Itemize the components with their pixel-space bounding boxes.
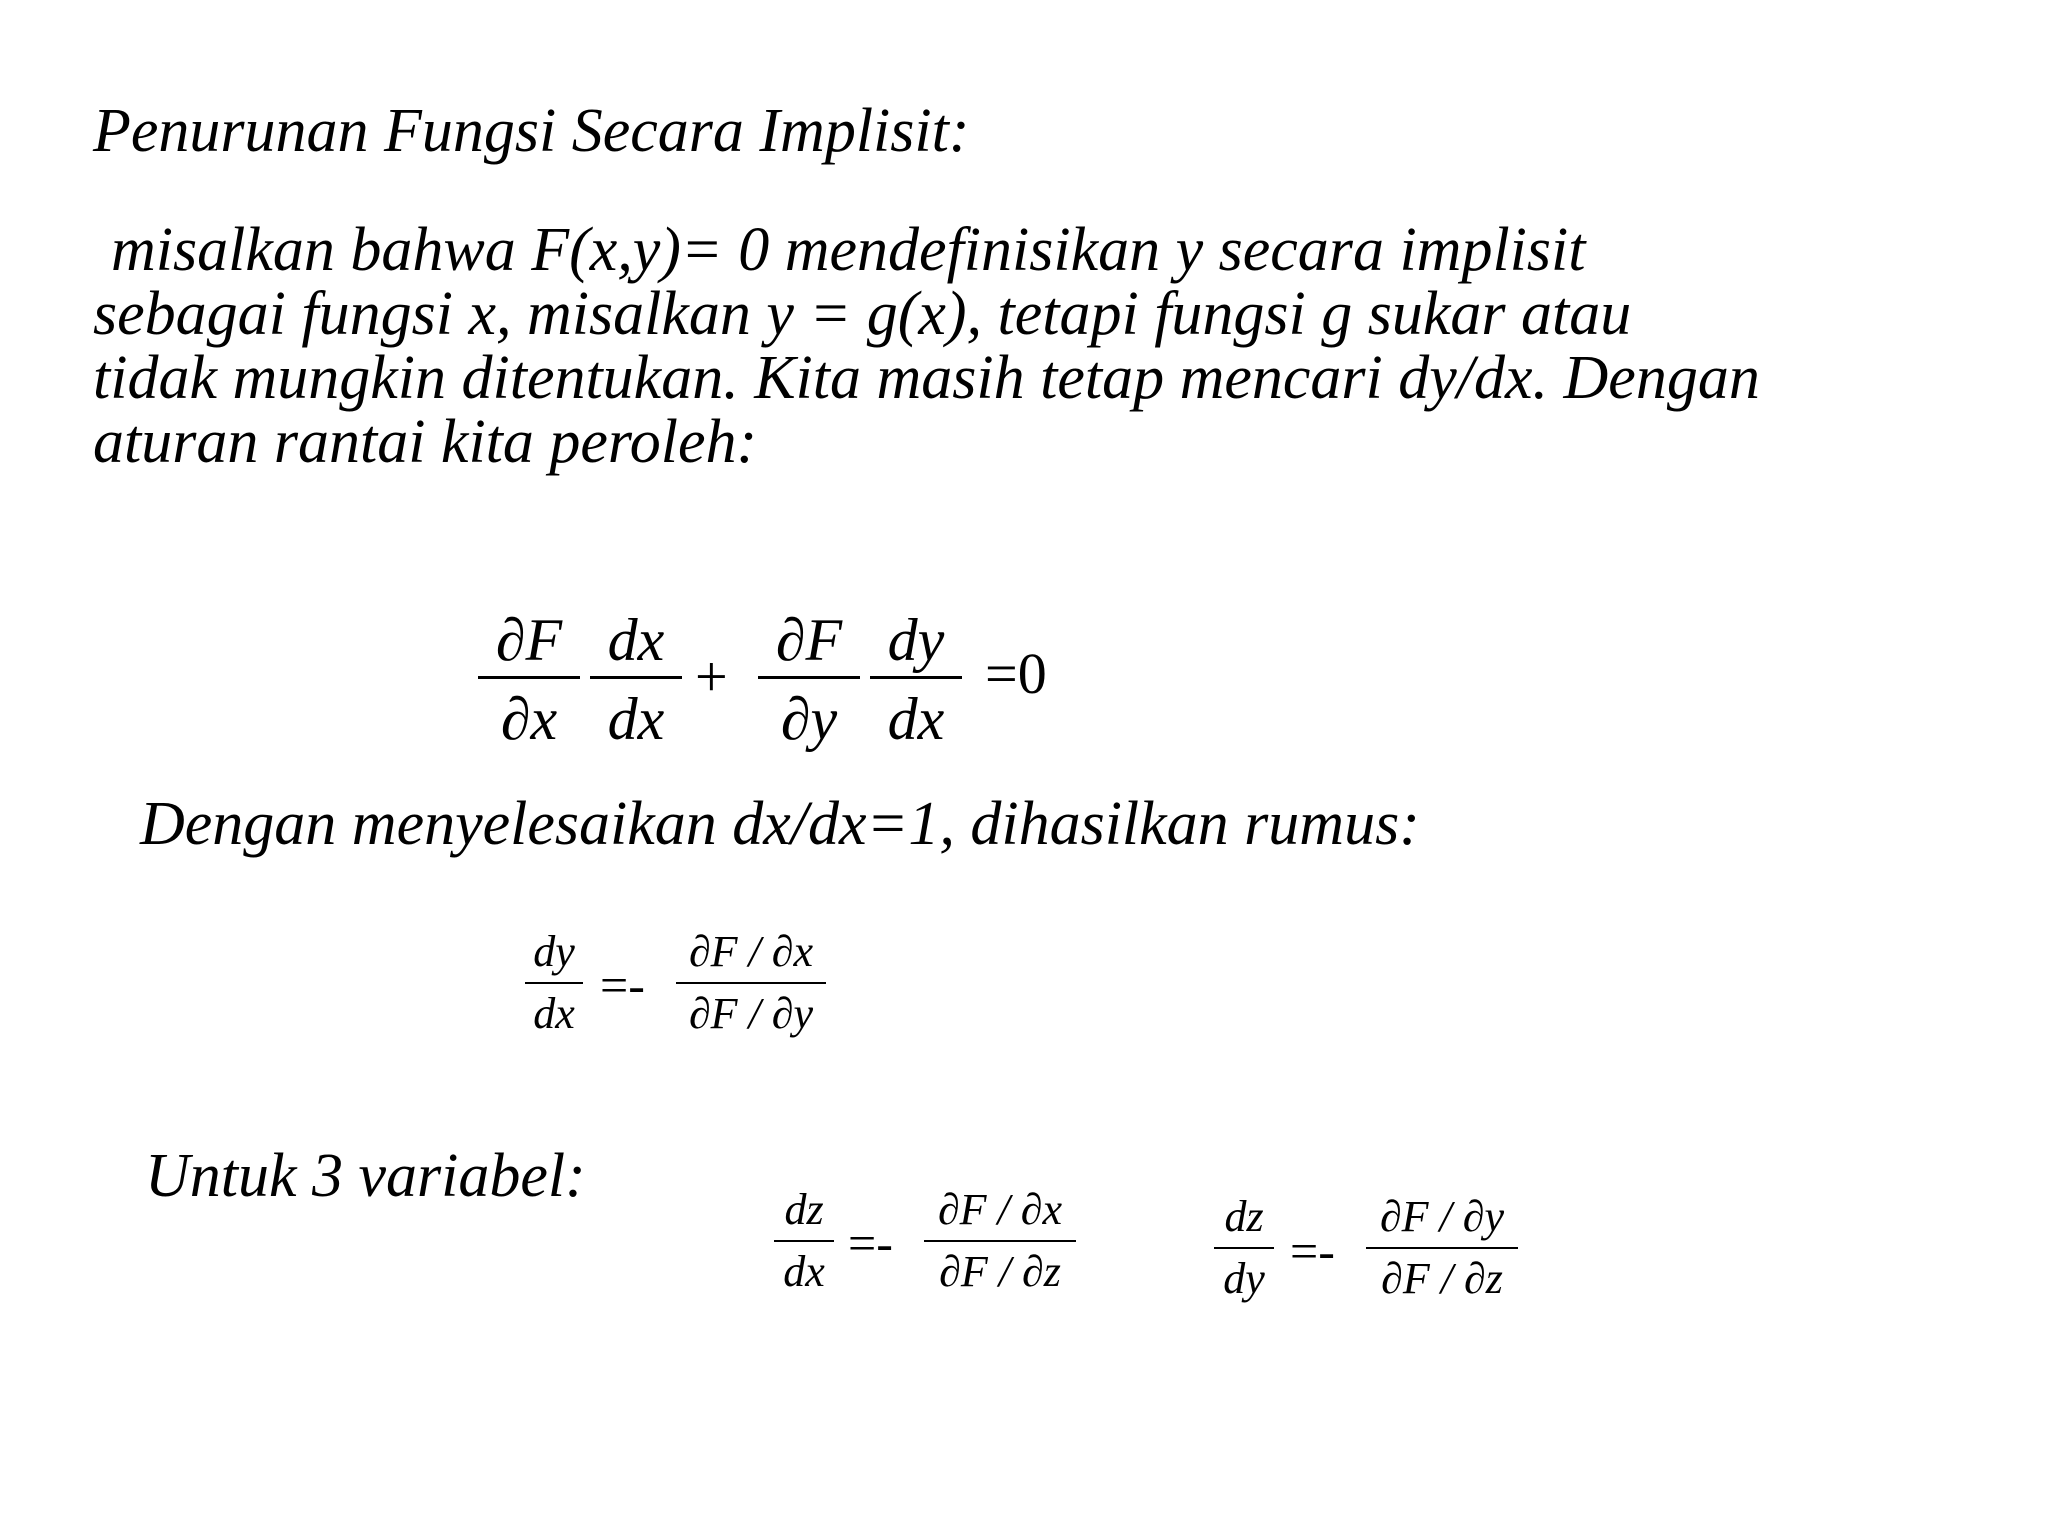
numerator: dy [533, 927, 575, 976]
fraction-dF-dy [758, 607, 860, 752]
fraction-bar [774, 1240, 834, 1242]
denominator: dx [783, 1247, 825, 1296]
plus-sign: + [695, 644, 728, 709]
fraction-bar [590, 676, 682, 679]
solve-text: Dengan menyelesaikan dx/dx=1, dihasilkan rumus: [140, 790, 1420, 858]
paragraph-line-4: aturan rantai kita peroleh: [93, 408, 758, 476]
numerator: dz [1224, 1192, 1264, 1241]
denominator: ∂F / ∂y [688, 989, 814, 1038]
fraction-dz-dx [774, 1185, 834, 1296]
fraction-bar [924, 1240, 1076, 1242]
fraction-partials [1366, 1192, 1518, 1303]
paragraph-line-3: tidak mungkin ditentukan. Kita masih tetap mencari dy/dx. Dengan [93, 344, 1760, 412]
fraction-dz-dy [1214, 1192, 1274, 1303]
equals-zero: =0 [985, 641, 1047, 706]
equals-minus: =- [1290, 1223, 1335, 1279]
fraction-bar [870, 676, 962, 679]
numerator: dz [784, 1185, 824, 1234]
fraction-partials [924, 1185, 1076, 1296]
fraction-bar [758, 676, 860, 679]
fraction-dx-dx [590, 607, 682, 752]
denominator: dy [1223, 1254, 1265, 1303]
fraction-partials [676, 927, 826, 1038]
denominator: ∂x [500, 686, 558, 752]
intro-paragraph [93, 218, 2033, 474]
numerator: ∂F / ∂y [1379, 1192, 1505, 1241]
equals-minus: =- [848, 1215, 893, 1271]
fraction-bar [525, 982, 583, 984]
fraction-dy-dx [525, 927, 583, 1038]
fraction-bar [676, 982, 826, 984]
three-variable-label: Untuk 3 variabel: [145, 1142, 586, 1210]
denominator: ∂F / ∂z [1381, 1254, 1503, 1303]
denominator: dx [533, 989, 575, 1038]
numerator: ∂F / ∂x [688, 927, 814, 976]
denominator: dx [607, 686, 665, 752]
paragraph-line-2: sebagai fungsi x, misalkan y = g(x), tetapi fungsi g sukar atau [93, 280, 1632, 348]
numerator: dy [887, 607, 945, 673]
fraction-bar [478, 676, 580, 679]
numerator: ∂F [775, 607, 843, 673]
equals-minus: =- [600, 957, 645, 1013]
denominator: dx [887, 686, 945, 752]
denominator: ∂F / ∂z [939, 1247, 1061, 1296]
page-title: Penurunan Fungsi Secara Implisit: [93, 97, 970, 165]
fraction-dF-dx [478, 607, 580, 752]
denominator: ∂y [780, 686, 838, 752]
fraction-bar [1366, 1247, 1518, 1249]
paragraph-line-1: misalkan bahwa F(x,y)= 0 mendefinisikan y secara implisit [111, 216, 1586, 284]
numerator: ∂F / ∂x [937, 1185, 1063, 1234]
fraction-dy-dx [870, 607, 962, 752]
numerator: ∂F [495, 607, 563, 673]
numerator: dx [607, 607, 665, 673]
fraction-bar [1214, 1247, 1274, 1249]
